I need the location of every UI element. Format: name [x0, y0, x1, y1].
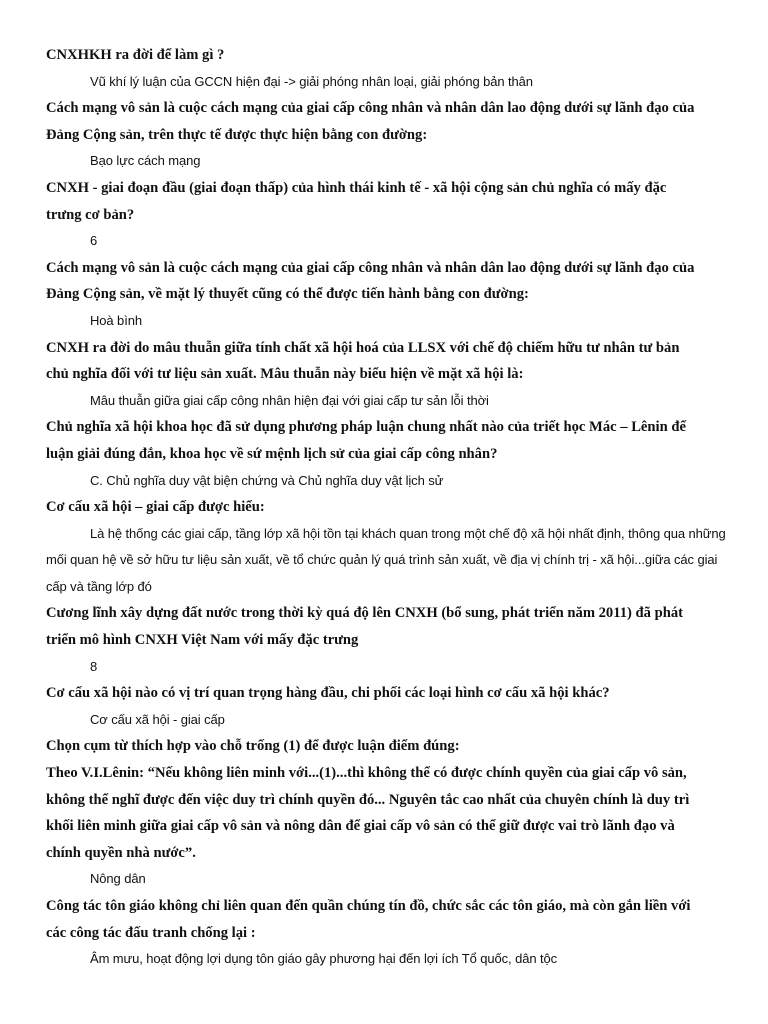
qa-item: [46, 414, 728, 494]
answer-text: Là hệ thống các giai cấp, tầng lớp xã hội tồn tại khách quan trong một chế độ xã hội nhất định, thông qua những mối quan hệ về sở hữu tư liệu sản xuất, về tổ chức quản lý quá trình sản xuất, về địa vị chính trị - xã hội...giữa các giai cấp và tầng lớp đó: [46, 525, 726, 594]
answer-text: Âm mưu, hoạt động lợi dụng tôn giáo gây phương hại đến lợi ích Tổ quốc, dân tộc: [90, 951, 558, 967]
qa-item: [46, 680, 728, 733]
qa-item: [46, 335, 728, 415]
qa-item: [46, 255, 728, 335]
qa-item: [46, 95, 728, 175]
question-line: Đảng Cộng sản, về mặt lý thuyết cũng có thể được tiến hành bằng con đường:: [46, 286, 529, 303]
question-line: CNXHKH ra đời để làm gì ?: [46, 47, 225, 63]
question-line: luận giải đúng đắn, khoa học về sứ mệnh lịch sử của giai cấp công nhân?: [46, 445, 498, 462]
question-line: chủ nghĩa đối với tư liệu sản xuất. Mâu thuẫn này biểu hiện về mặt xã hội là:: [46, 366, 524, 383]
question-line: CNXH - giai đoạn đầu (giai đoạn thấp) của hình thái kinh tế - xã hội cộng sản chủ nghĩa có mấy đặc: [46, 179, 667, 196]
answer-text: 8: [90, 658, 98, 674]
question-text: [46, 414, 728, 467]
question-line: các công tác đấu tranh chống lại :: [46, 924, 256, 941]
answer-text: Nông dân: [90, 871, 146, 887]
question-line: Cương lĩnh xây dựng đất nước trong thời kỳ quá độ lên CNXH (bổ sung, phát triển năm 2011) đã phát: [46, 605, 683, 622]
question-line: Chủ nghĩa xã hội khoa học đã sử dụng phương pháp luận chung nhất nào của triết học Mác – Lênin để: [46, 419, 686, 436]
question-line: Cách mạng vô sản là cuộc cách mạng của giai cấp công nhân và nhân dân lao động dưới sự lãnh đạo của: [46, 100, 695, 117]
question-line: trưng cơ bản?: [46, 206, 135, 223]
question-text: [46, 42, 728, 69]
question-line: Cơ cấu xã hội – giai cấp được hiểu:: [46, 499, 265, 516]
question-line: Chọn cụm từ thích hợp vào chỗ trống (1) để được luận điểm đúng:: [46, 738, 460, 755]
question-line: Đảng Cộng sản, trên thực tế được thực hiện bằng con đường:: [46, 126, 428, 143]
question-line: Cách mạng vô sản là cuộc cách mạng của giai cấp công nhân và nhân dân lao động dưới sự lãnh đạo của: [46, 259, 695, 276]
question-text: [46, 680, 728, 707]
answer-text: Hoà bình: [90, 312, 142, 328]
qa-item: [46, 175, 728, 255]
answer-text: Cơ cấu xã hội - giai cấp: [90, 711, 225, 727]
question-line: triển mô hình CNXH Việt Nam với mấy đặc trưng: [46, 632, 359, 649]
question-line: Cơ cấu xã hội nào có vị trí quan trọng hàng đầu, chi phối các loại hình cơ cấu xã hội khác?: [46, 685, 610, 702]
question-line: CNXH ra đời do mâu thuẫn giữa tính chất xã hội hoá của LLSX với chế độ chiếm hữu tư nhân tư bản: [46, 339, 680, 356]
question-line: không thể nghĩ được đến việc duy trì chính quyền đó... Nguyên tắc cao nhất của chuyên chính là duy trì: [46, 791, 690, 808]
answer-text: Bạo lực cách mạng: [90, 153, 201, 169]
question-text: [46, 335, 728, 388]
question-text: [46, 175, 728, 228]
qa-item: [46, 600, 728, 680]
qa-item: [46, 733, 728, 893]
question-text: [46, 733, 728, 866]
qa-item: [46, 893, 728, 973]
question-line: Công tác tôn giáo không chỉ liên quan đến quần chúng tín đồ, chức sắc các tôn giáo, mà còn gắn liền với: [46, 898, 691, 914]
question-line: chính quyền nhà nước”.: [46, 844, 196, 861]
question-text: [46, 255, 728, 308]
qa-item: [46, 494, 728, 600]
question-text: [46, 95, 728, 148]
question-text: [46, 494, 728, 521]
question-text: [46, 893, 728, 946]
question-line: khối liên minh giữa giai cấp vô sản và nông dân để giai cấp vô sản có thể giữ được vai trò lãnh đạo và: [46, 818, 675, 835]
answer-text: Mâu thuẫn giữa giai cấp công nhân hiện đại với giai cấp tư sản lỗi thời: [90, 392, 489, 408]
question-text: [46, 600, 728, 653]
question-line: Theo V.I.Lênin: “Nếu không liên minh với...(1)...thì không thể có được chính quyền của giai cấp vô sản,: [46, 765, 687, 782]
answer-text: 6: [90, 233, 98, 249]
answer-text: C. Chủ nghĩa duy vật biện chứng và Chủ nghĩa duy vật lịch sử: [90, 472, 444, 488]
qa-item: [46, 42, 728, 95]
answer-text: Vũ khí lý luận của GCCN hiện đại -> giải phóng nhân loại, giải phóng bản thân: [90, 73, 533, 89]
